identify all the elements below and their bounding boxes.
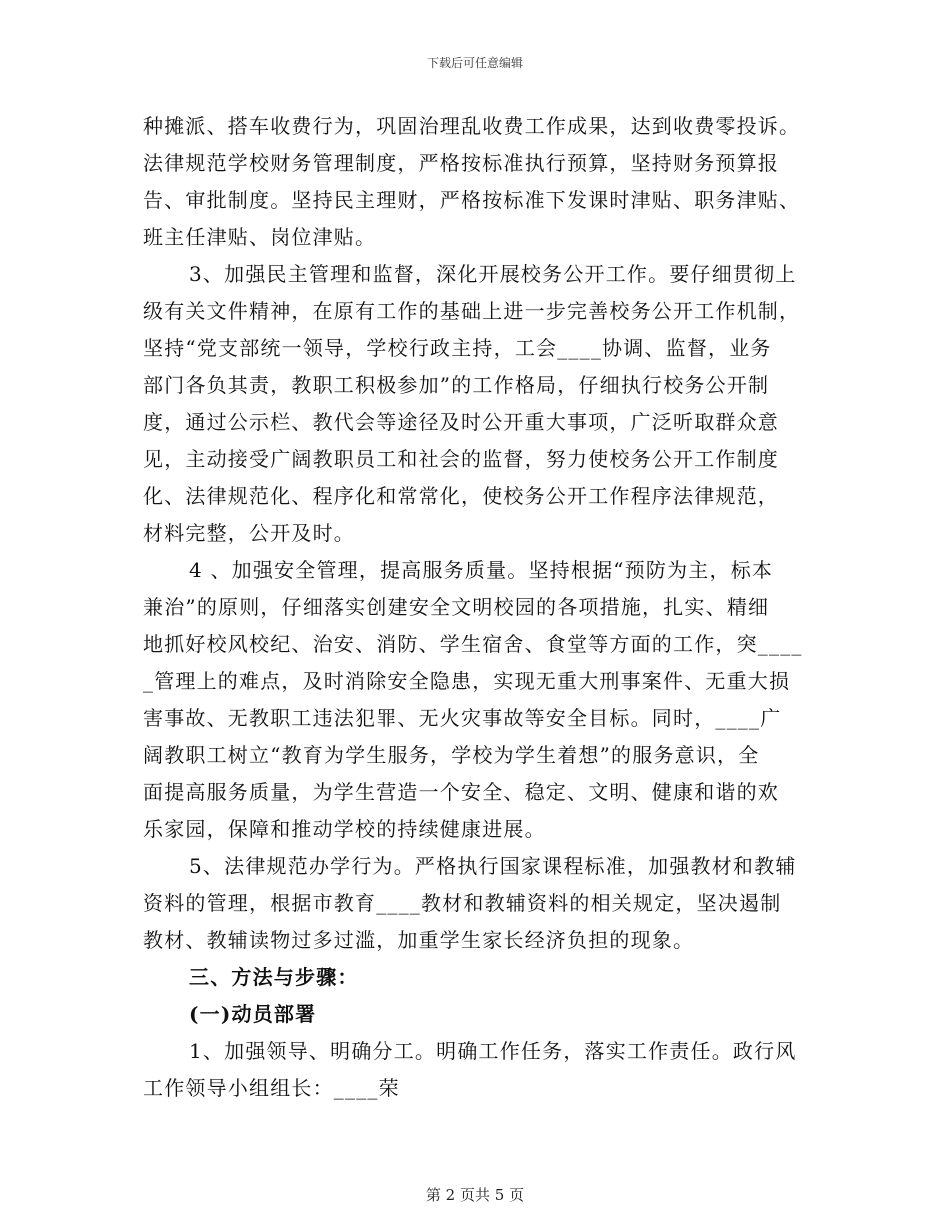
paragraph-item-3 — [143, 256, 813, 552]
paragraph-item-5 — [143, 848, 813, 959]
text-line: 坚持“党支部统一领导，学校行政主持，工会____协调、监督，业务 — [143, 336, 772, 360]
text-line: 法律规范学校财务管理制度，严格按标准执行预算，坚持财务预算报 — [143, 151, 779, 175]
text-line: 兼治”的原则，仔细落实创建安全文明校园的各项措施，扎实、精细 — [143, 595, 770, 619]
text-line: 4 、加强安全管理，提高服务质量。坚持根据“预防为主，标本 — [189, 558, 774, 582]
text-line: 地抓好校风校纪、治安、消防、学生宿舍、食堂等方面的工作，突____ — [143, 632, 803, 656]
subsection-heading: (一)动员部署 — [189, 1002, 317, 1026]
text-line: 告、审批制度。坚持民主理财，严格按标准下发课时津贴、职务津贴、 — [143, 188, 801, 212]
page-header: 下载后可任意编辑 — [426, 56, 523, 70]
text-line: 教材、教辅读物过多过滥，加重学生家长经济负担的现象。 — [143, 928, 695, 952]
text-line: 见，主动接受广阔教职员工和社会的监督，努力使校务公开工作制度 — [143, 447, 779, 471]
text-line: 化、法律规范化、程序化和常常化，使校务公开工作程序法律规范， — [143, 484, 779, 508]
text-line: 级有关文件精神，在原有工作的基础上进一步完善校务公开工作机制， — [143, 299, 801, 323]
text-line: 种摊派、搭车收费行为，巩固治理乱收费工作成果，达到收费零投诉。 — [143, 114, 801, 138]
text-line: 3、加强民主管理和监督，深化开展校务公开工作。要仔细贯彻上 — [189, 262, 797, 286]
document-body — [143, 108, 813, 1107]
text-line: 面提高服务质量，为学生营造一个安全、稳定、文明、健康和谐的欢 — [143, 780, 779, 804]
text-line: 资料的管理，根据市教育____教材和教辅资料的相关规定，坚决遏制 — [143, 891, 782, 915]
page-footer: 第 2 页共 5 页 — [425, 1186, 525, 1204]
text-line: 工作领导小组组长：____荣 — [143, 1076, 400, 1100]
text-line: 阔教职工树立“教育为学生服务，学校为学生着想”的服务意识，全 — [143, 743, 760, 767]
text-line: 1、加强领导、明确分工。明确工作任务，落实工作责任。政行风 — [189, 1039, 797, 1063]
section-heading: 三、方法与步骤： — [189, 965, 359, 989]
text-line: 害事故、无教职工违法犯罪、无火灾事故等安全目标。同时，____广 — [143, 706, 782, 730]
paragraph-finance — [143, 108, 813, 256]
paragraph-item-4 — [143, 552, 813, 848]
text-line: _管理上的难点，及时消除安全隐患，实现无重大刑事案件、无重大损 — [143, 669, 791, 693]
paragraph-leadership — [143, 1033, 813, 1107]
text-line: 乐家园，保障和推动学校的持续健康进展。 — [143, 817, 546, 841]
text-line: 部门各负其责，教职工积极参加”的工作格局，仔细执行校务公开制 — [143, 373, 770, 397]
text-line: 班主任津贴、岗位津贴。 — [143, 225, 377, 249]
text-line: 度，通过公示栏、教代会等途径及时公开重大事项，广泛听取群众意 — [143, 410, 779, 434]
text-line: 材料完整，公开及时。 — [143, 521, 355, 545]
text-line: 5、法律规范办学行为。严格执行国家课程标准，加强教材和教辅 — [189, 854, 797, 878]
